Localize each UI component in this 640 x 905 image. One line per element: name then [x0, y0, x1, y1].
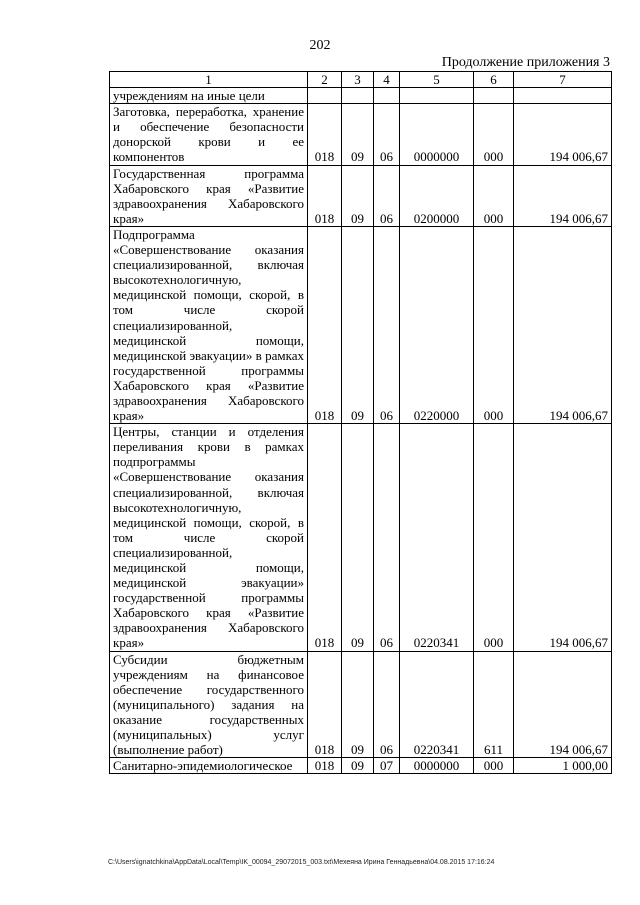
cell-target: 0220341 [400, 651, 474, 758]
cell-target: 0000000 [400, 104, 474, 165]
column-header: 6 [474, 72, 514, 88]
cell-target: 0200000 [400, 165, 474, 226]
cell-expense-type [474, 88, 514, 104]
cell-amount: 194 006,67 [514, 226, 612, 423]
cell-section [342, 88, 374, 104]
table-row [110, 104, 612, 165]
cell-amount: 194 006,67 [514, 165, 612, 226]
cell-code: 018 [308, 758, 342, 774]
row-name: Подпрограмма «Совершенствование оказания специализированной, включая высокотехнологичную, медицинской помощи, скорой, в том числе скорой специализированной, медицинской помощи, медицинской эвакуации» в рамках государственной программы Хабаровского края «Развитие здравоохранения Хабаровского края» [110, 226, 308, 423]
budget-table [109, 71, 612, 774]
cell-code: 018 [308, 104, 342, 165]
row-name: Государственная программа Хабаровского края «Развитие здравоохранения Хабаровского края» [110, 165, 308, 226]
cell-amount [514, 88, 612, 104]
table-row [110, 165, 612, 226]
row-name: Субсидии бюджетным учреждениям на финансовое обеспечение государственного (муниципального) задания на оказание государственных (муниципальных) услуг (выполнение работ) [110, 651, 308, 758]
cell-subsection: 06 [374, 424, 400, 651]
column-header: 5 [400, 72, 474, 88]
column-header: 4 [374, 72, 400, 88]
table-row [110, 226, 612, 423]
column-header: 7 [514, 72, 612, 88]
row-name: Центры, станции и отделения переливания крови в рамках подпрограммы «Совершенствование оказания специализированной, включая высокотехнологичную, медицинской помощи, скорой, в том числе скорой специализированной, медицинской помощи, медицинской эвакуации» государственной программы Хабаровского края «Развитие здравоохранения Хабаровского края» [110, 424, 308, 651]
cell-expense-type: 000 [474, 226, 514, 423]
cell-target [400, 88, 474, 104]
cell-section: 09 [342, 758, 374, 774]
cell-section: 09 [342, 104, 374, 165]
column-header: 1 [110, 72, 308, 88]
row-name: Заготовка, переработка, хранение и обеспечение безопасности донорской крови и ее компонентов [110, 104, 308, 165]
cell-amount: 194 006,67 [514, 104, 612, 165]
cell-subsection: 06 [374, 651, 400, 758]
row-name: Санитарно-эпидемиологическое [110, 758, 308, 774]
cell-target: 0220000 [400, 226, 474, 423]
cell-subsection [374, 88, 400, 104]
cell-subsection: 06 [374, 226, 400, 423]
row-name: учреждениям на иные цели [110, 88, 308, 104]
cell-section: 09 [342, 165, 374, 226]
header-row [110, 72, 612, 88]
cell-target: 0000000 [400, 758, 474, 774]
cell-amount: 194 006,67 [514, 424, 612, 651]
cell-expense-type: 000 [474, 424, 514, 651]
column-header: 3 [342, 72, 374, 88]
column-header: 2 [308, 72, 342, 88]
footer-file-path: C:\Users\ignatchkina\AppData\Local\Temp\IK_00094_29072015_003.txt\Мехеяна Ирина Геннадьевна\04.08.2015 17:16:24 [108, 859, 495, 866]
cell-expense-type: 000 [474, 165, 514, 226]
cell-target: 0220341 [400, 424, 474, 651]
cell-amount: 1 000,00 [514, 758, 612, 774]
cell-subsection: 07 [374, 758, 400, 774]
cell-section: 09 [342, 226, 374, 423]
cell-expense-type: 611 [474, 651, 514, 758]
cell-expense-type: 000 [474, 758, 514, 774]
page-number: 202 [309, 38, 331, 53]
cell-code: 018 [308, 424, 342, 651]
cell-subsection: 06 [374, 165, 400, 226]
cell-amount: 194 006,67 [514, 651, 612, 758]
table-row [110, 88, 612, 104]
cell-code: 018 [308, 651, 342, 758]
continuation-label: Продолжение приложения 3 [441, 55, 610, 70]
cell-expense-type: 000 [474, 104, 514, 165]
cell-section: 09 [342, 424, 374, 651]
cell-subsection: 06 [374, 104, 400, 165]
cell-code: 018 [308, 165, 342, 226]
cell-section: 09 [342, 651, 374, 758]
table-row [110, 424, 612, 651]
table-row [110, 758, 612, 774]
table-row [110, 651, 612, 758]
cell-code: 018 [308, 226, 342, 423]
cell-code [308, 88, 342, 104]
